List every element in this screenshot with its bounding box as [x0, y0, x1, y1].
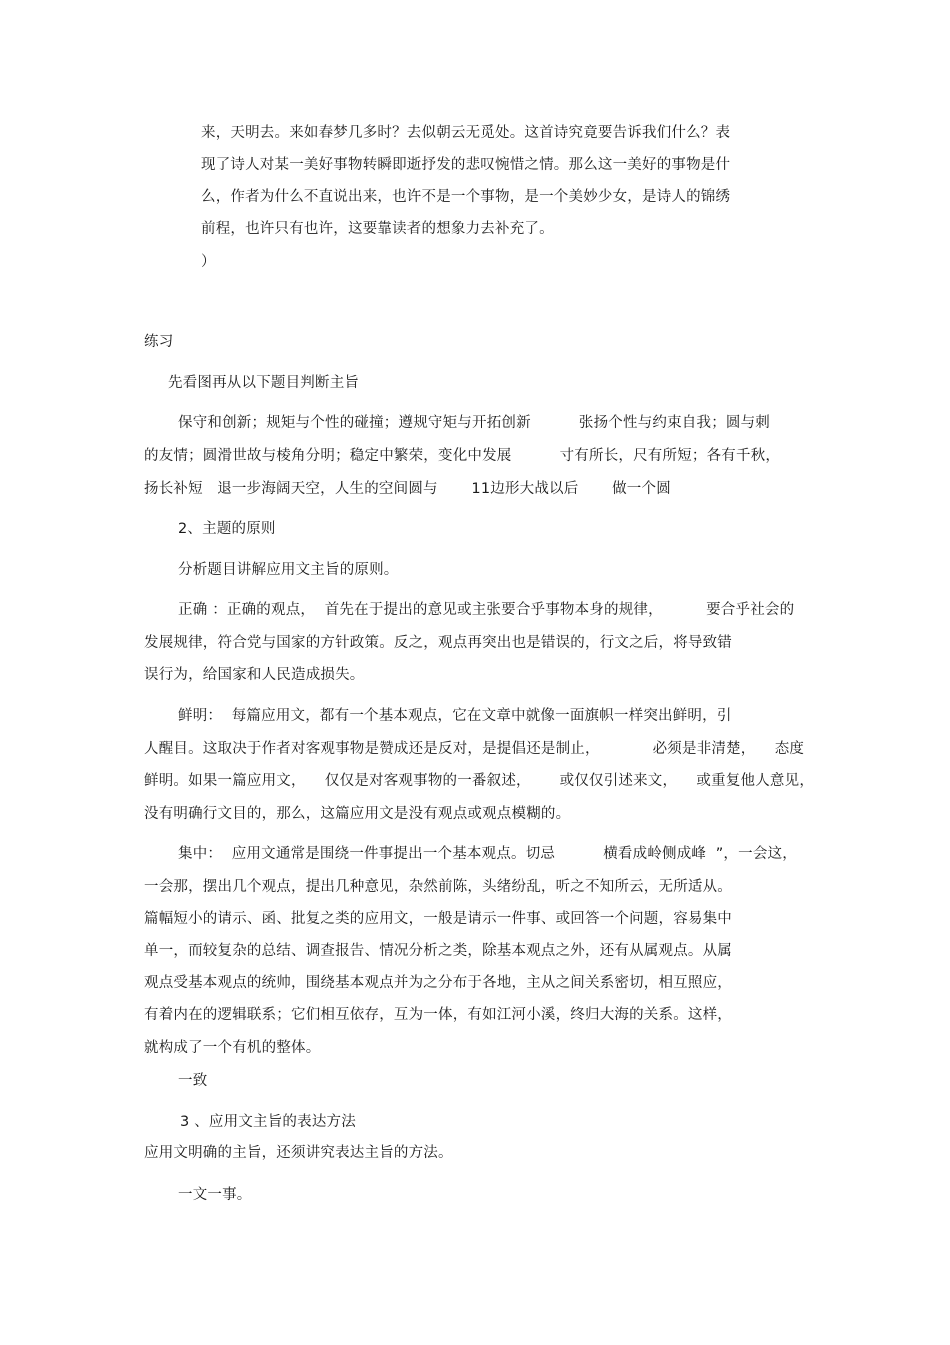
clear-line-1: 鲜明： 每篇应用文，都有一个基本观点，它在文章中就像一面旗帜一样突出鲜明，引: [178, 708, 732, 724]
focus-line-1: 集中： 应用文通常是围绕一件事提出一个基本观点。切忌 横看成岭侧成峰 ”，一会这，: [178, 846, 797, 862]
clear-line-3: 鲜明。如果一篇应用文， 仅仅是对客观事物的一番叙述， 或仅仅引述来文， 或重复他人意见，: [144, 773, 815, 789]
focus-line-3: 篇幅短小的请示、函、批复之类的应用文，一般是请示一件事、或回答一个问题，容易集中: [144, 911, 732, 927]
section3-intro: 应用文明确的主旨，还须讲究表达主旨的方法。: [144, 1145, 453, 1161]
exercise-instruction: 先看图再从以下题目判断主旨: [168, 375, 360, 391]
section3-heading: 3 、应用文主旨的表达方法: [180, 1114, 356, 1130]
clear-line-2: 人醒目。这取决于作者对客观事物是赞成还是反对，是提倡还是制止， 必须是非清楚， 态度: [144, 741, 805, 757]
focus-line-4: 单一，而较复杂的总结、调查报告、情况分析之类，除基本观点之外，还有从属观点。从属: [144, 943, 732, 959]
consistent-label: 一致: [178, 1073, 208, 1089]
section2-heading: 2、主题的原则: [178, 521, 276, 537]
quote-closing-paren: ）: [201, 254, 216, 270]
quote-line-1: 来，天明去。来如春梦几多时？去似朝云无觅处。这首诗究竟要告诉我们什么？表: [201, 125, 731, 141]
clear-line-4: 没有明确行文目的，那么，这篇应用文是没有观点或观点模糊的。: [144, 806, 571, 822]
quote-line-4: 前程，也许只有也许，这要靠读者的想象力去补充了。: [201, 221, 554, 237]
correct-line-2: 发展规律，符合党与国家的方针政策。反之，观点再突出也是错误的，行文之后，将导致错: [144, 635, 732, 651]
focus-line-5: 观点受基本观点的统帅，围绕基本观点并为之分布于各地，主从之间关系密切，相互照应，: [144, 975, 732, 991]
correct-line-3: 误行为，给国家和人民造成损失。: [144, 667, 365, 683]
exercise-options-line-1: 保守和创新；规矩与个性的碰撞；遵规守矩与开拓创新 张扬个性与约束自我；圆与刺: [178, 415, 770, 431]
exercise-options-line-2: 的友情；圆滑世故与棱角分明；稳定中繁荣，变化中发展 寸有所长，尺有所短；各有千秋，: [144, 448, 781, 464]
focus-line-6: 有着内在的逻辑联系；它们相互依存，互为一体，有如江河小溪，终归大海的关系。这样，: [144, 1007, 732, 1023]
exercise-options-line-3: 扬长补短 退一步海阔天空，人生的空间圆与 11边形大战以后 做一个圆: [144, 481, 671, 497]
section2-intro: 分析题目讲解应用文主旨的原则。: [178, 562, 399, 578]
quote-line-3: 么，作者为什么不直说出来，也许不是一个事物，是一个美妙少女，是诗人的锦绣: [201, 189, 731, 205]
quote-line-2: 现了诗人对某一美好事物转瞬即逝抒发的悲叹惋惜之情。那么这一美好的事物是什: [201, 157, 731, 173]
correct-line-1: 正确 ：正确的观点， 首先在于提出的意见或主张要合乎事物本身的规律， 要合乎社会的: [178, 602, 795, 618]
focus-line-2: 一会那，摆出几个观点，提出几种意见，杂然前陈，头绪纷乱，听之不知所云，无所适从。: [144, 879, 732, 895]
focus-line-7: 就构成了一个有机的整体。: [144, 1040, 321, 1056]
section3-item-1: 一文一事。: [178, 1187, 252, 1203]
exercise-heading: 练习: [144, 334, 174, 350]
